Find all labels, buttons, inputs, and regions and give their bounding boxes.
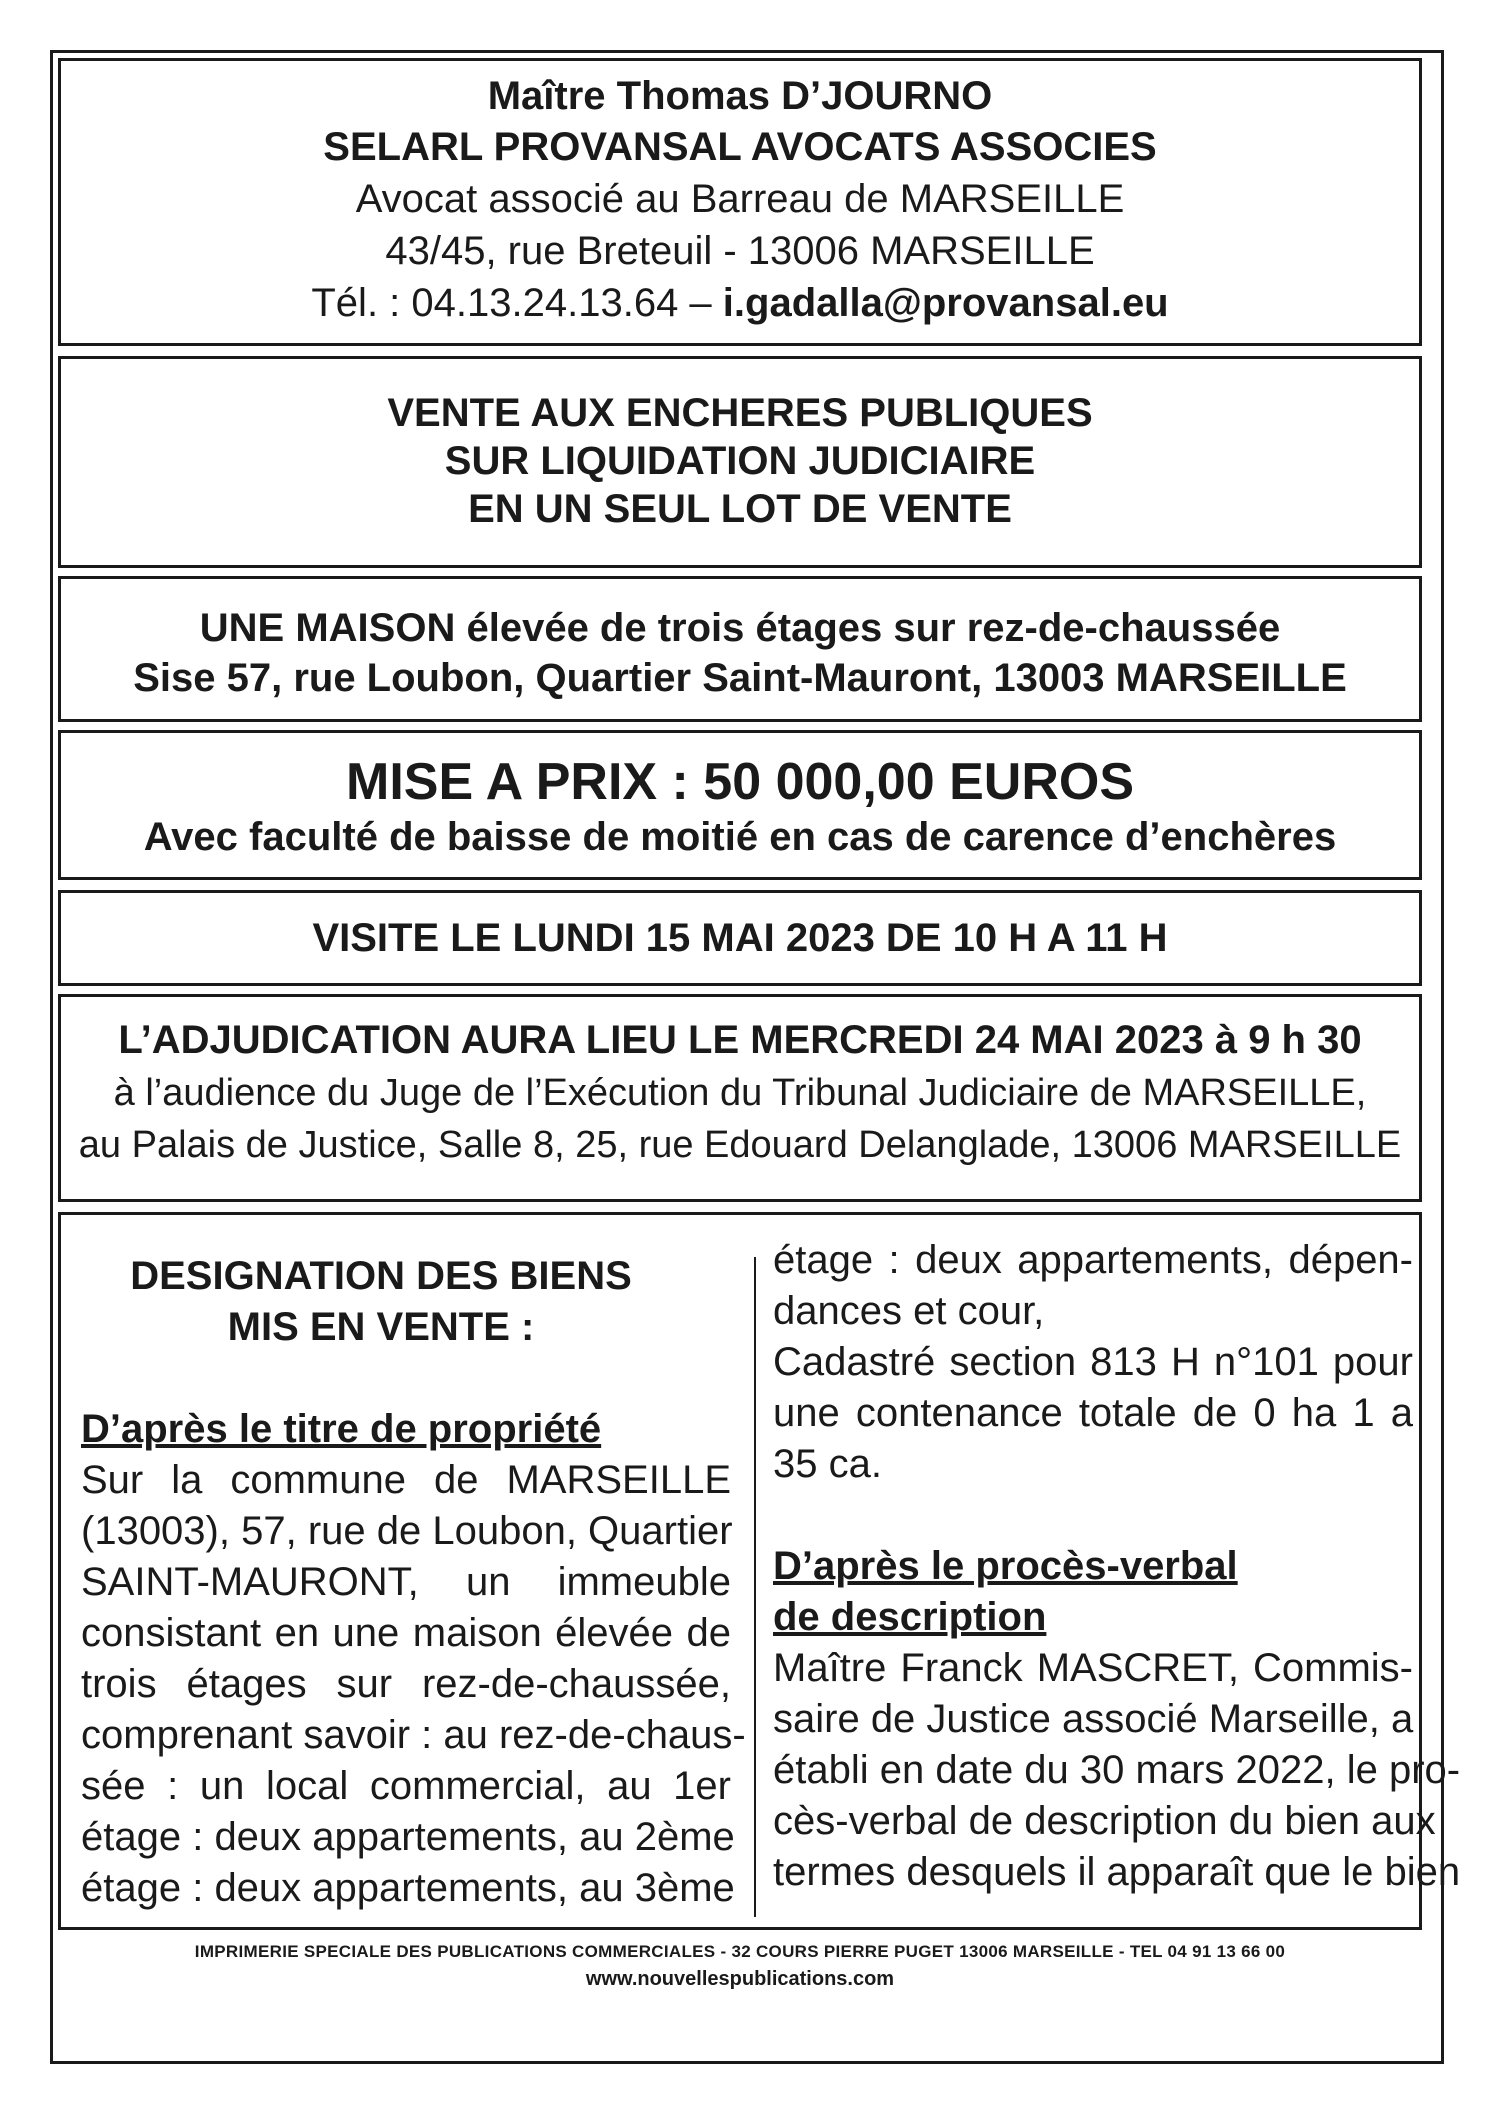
text-line: termes desquels il apparaît que le bien [773,1850,1461,1894]
sale-line-1: VENTE AUX ENCHERES PUBLIQUES [387,391,1093,435]
text-line: Sur la commune de MARSEILLE [81,1458,731,1502]
adjudication-box [58,994,1422,1202]
lawyer-address: 43/45, rue Breteuil - 13006 MARSEILLE [385,229,1095,273]
price-box [58,730,1422,880]
property-description: élevée de trois étages sur rez-de-chaussée [455,606,1281,650]
property-type: UNE MAISON [199,606,456,650]
property-line-1 [61,603,1419,653]
text-line: 35 ca. [773,1442,882,1486]
adjudication-headline: L’ADJUDICATION AURA LIEU LE MERCREDI 24 MAI 2023 à 9 h 30 [118,1018,1362,1062]
title-deed-heading: D’après le titre de propriété [81,1407,602,1451]
cadastre-text [773,1235,1413,1490]
price-note: Avec faculté de baisse de moitié en cas de carence d’enchères [143,815,1337,859]
text-line: étage : deux appartements, au 2ème [81,1815,735,1859]
designation-left-column [81,1251,746,1914]
text-line: comprenant savoir : au rez-de-chaus- [81,1713,746,1757]
report-heading-2: de description [773,1595,1047,1639]
text-line: sée : un local commercial, au 1er [81,1764,731,1808]
text-line: étage : deux appartements, dépen- [773,1238,1413,1282]
text-line: saire de Justice associé Marseille, a [773,1697,1414,1741]
text-line: cès-verbal de description du bien aux [773,1799,1436,1843]
text-line: (13003), 57, rue de Loubon, Quartier [81,1509,733,1553]
adjudication-location: au Palais de Justice, Salle 8, 25, rue Edouard Delanglade, 13006 MARSEILLE [78,1124,1402,1166]
footer [58,1938,1422,1992]
printer-info: IMPRIMERIE SPECIALE DES PUBLICATIONS COMMERCIALES - 32 COURS PIERRE PUGET 13006 MARSEILLE - TEL 04 91 13 66 00 [194,1942,1286,1961]
text-line: établi en date du 30 mars 2022, le pro- [773,1748,1461,1792]
text-line: consistant en une maison élevée de [81,1611,731,1655]
text-line: dances et cour, [773,1289,1045,1333]
lawyer-role: Avocat associé au Barreau de MARSEILLE [355,177,1125,221]
law-firm: SELARL PROVANSAL AVOCATS ASSOCIES [323,125,1157,169]
designation-title-1: DESIGNATION DES BIENS [130,1254,632,1298]
visit-box [58,890,1422,986]
lawyer-contact [61,277,1419,329]
designation-right-column [773,1235,1461,1898]
visit-text: VISITE LE LUNDI 15 MAI 2023 DE 10 H A 11 H [312,916,1168,960]
property-address: Sise 57, rue Loubon, Quartier Saint-Mauront, 13003 MARSEILLE [133,656,1347,700]
text-line: une contenance totale de 0 ha 1 a [773,1391,1413,1435]
designation-title-2: MIS EN VENTE : [227,1305,535,1349]
lawyer-name: Maître Thomas D’JOURNO [487,74,993,118]
lawyer-email[interactable]: i.gadalla@provansal.eu [722,281,1169,325]
report-text [773,1643,1461,1898]
designation-box [58,1212,1461,1930]
text-line: SAINT-MAURONT, un immeuble [81,1560,731,1604]
starting-price: MISE A PRIX : 50 000,00 EUROS [346,753,1134,811]
text-line: trois étages sur rez-de-chaussée, [81,1662,731,1706]
text-line: Cadastré section 813 H n°101 pour [773,1340,1413,1384]
lawyer-phone: Tél. : 04.13.24.13.64 – [311,281,712,325]
property-box [58,576,1422,722]
adjudication-court: à l’audience du Juge de l’Exécution du Tribunal Judiciaire de MARSEILLE, [113,1072,1367,1114]
column-divider [754,1257,756,1917]
title-deed-text [81,1455,746,1914]
text-line: Maître Franck MASCRET, Commis- [773,1646,1413,1690]
sale-line-2: SUR LIQUIDATION JUDICIAIRE [444,439,1036,483]
report-heading-1: D’après le procès-verbal [773,1544,1238,1588]
sale-line-3: EN UN SEUL LOT DE VENTE [468,487,1012,531]
website-link[interactable]: www.nouvellespublications.com [585,1968,895,1990]
lawyer-box [58,58,1422,346]
text-line: étage : deux appartements, au 3ème [81,1866,735,1910]
sale-type-box [58,356,1422,568]
